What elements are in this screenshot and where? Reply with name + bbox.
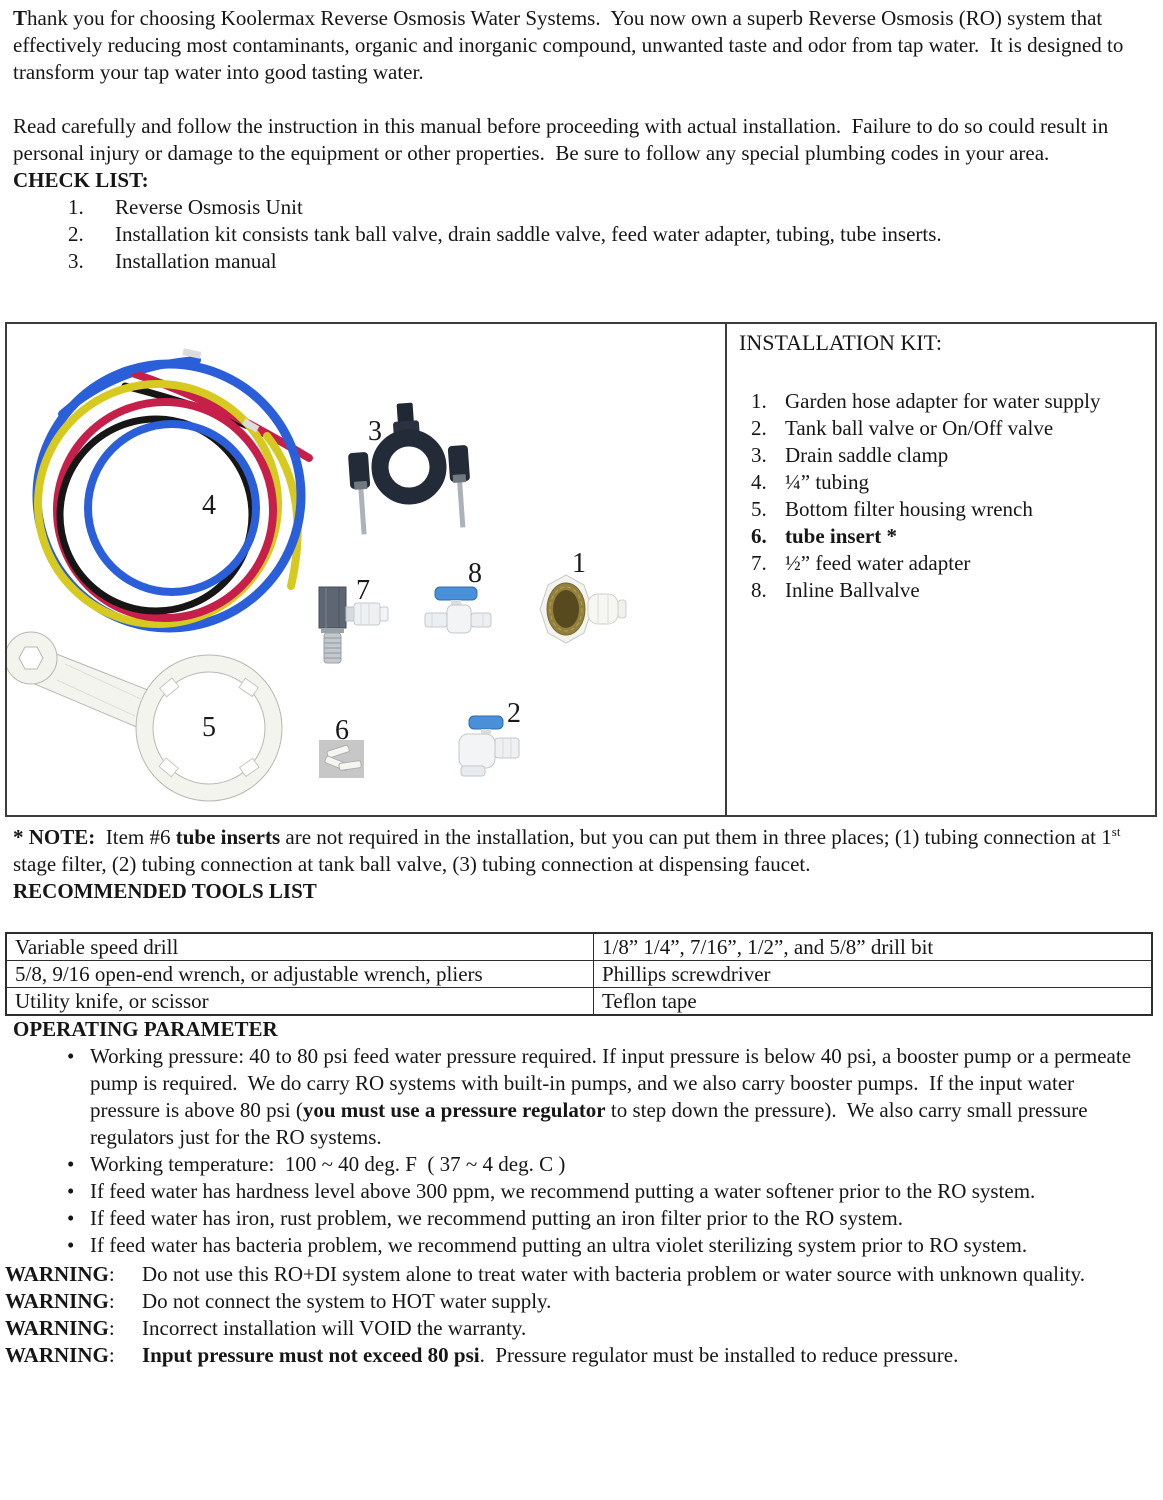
inline-ball-valve bbox=[425, 587, 491, 633]
tools-table-row bbox=[6, 933, 1152, 961]
warning-text bbox=[142, 1261, 1145, 1288]
text-segment: Working temperature: 100 ~ 40 deg. F ( 37 ~ 4 deg. C ) bbox=[90, 1152, 566, 1176]
tools-table-cell: Teflon tape bbox=[594, 988, 1153, 1016]
photo-label-7: 7 bbox=[356, 575, 370, 606]
installation-kit-box bbox=[5, 322, 1157, 817]
text-segment: . Pressure regulator must be installed to reduce pressure. bbox=[479, 1343, 959, 1367]
text-segment: st bbox=[1111, 824, 1121, 839]
check-list-item: Reverse Osmosis Unit bbox=[115, 195, 303, 219]
text-segment: : bbox=[108, 1289, 115, 1313]
installation-kit-item: Bottom filter housing wrench bbox=[785, 497, 1033, 521]
operating-heading: OPERATING PARAMETER bbox=[13, 1017, 278, 1041]
check-list bbox=[13, 194, 1145, 275]
text-segment: If feed water has bacteria problem, we recommend putting an ultra violet sterilizing system prior to RO system. bbox=[90, 1233, 1028, 1257]
warning-row bbox=[5, 1342, 1145, 1369]
text-segment: you must use a pressure regulator bbox=[302, 1098, 606, 1122]
photo-label-6: 6 bbox=[335, 715, 349, 746]
text-segment: are not required in the installation, but you can put them in three places; (1) tubing connection at 1 bbox=[280, 825, 1112, 849]
tools-heading: RECOMMENDED TOOLS LIST bbox=[13, 879, 317, 903]
photo-label-3: 3 bbox=[368, 416, 382, 447]
tools-table-cell: Phillips screwdriver bbox=[594, 961, 1153, 988]
installation-kit-item: Inline Ballvalve bbox=[785, 578, 920, 602]
tools-table bbox=[5, 932, 1153, 1016]
text-segment: tube inserts bbox=[175, 825, 281, 849]
warning-text bbox=[142, 1342, 1145, 1369]
operating-bullet bbox=[13, 1151, 1145, 1178]
installation-kit-item: ½” feed water adapter bbox=[785, 551, 971, 575]
tools-table-cell: 1/8” 1/4”, 7/16”, 1/2”, and 5/8” drill bit bbox=[594, 933, 1153, 961]
text-segment: Item #6 bbox=[95, 825, 176, 849]
check-list-item: Installation manual bbox=[115, 249, 277, 273]
text-segment: : bbox=[108, 1316, 115, 1340]
installation-kit-photo bbox=[7, 324, 727, 815]
operating-bullet-list bbox=[13, 1043, 1145, 1259]
tools-table-body bbox=[6, 933, 1152, 1015]
text-segment: Working pressure: 40 to 80 psi feed water pressure required. If input pressure is below 40 psi, a booster pump or a permeate pump is required. We do carry RO systems with built-in pumps, and we also carry booster pumps. If the input water pressure is above 80 psi ( bbox=[90, 1044, 1137, 1122]
warning-label bbox=[5, 1261, 142, 1288]
warnings-block bbox=[5, 1261, 1145, 1369]
warning-row bbox=[5, 1261, 1145, 1288]
drain-saddle-clamp bbox=[345, 399, 474, 535]
installation-kit-item: tube insert * bbox=[785, 524, 897, 548]
text-segment: : bbox=[108, 1262, 115, 1286]
warning-text bbox=[142, 1315, 1145, 1342]
intro-paragraph-2 bbox=[13, 113, 1145, 167]
text-segment: If feed water has iron, rust problem, we recommend putting an iron filter prior to the RO system. bbox=[90, 1206, 903, 1230]
photo-label-1: 1 bbox=[572, 548, 586, 579]
photo-label-4: 4 bbox=[202, 490, 216, 521]
garden-hose-adapter bbox=[540, 575, 626, 643]
warning-label bbox=[5, 1315, 142, 1342]
text-segment: T bbox=[13, 6, 28, 30]
check-list-item: Installation kit consists tank ball valve, drain saddle valve, feed water adapter, tubing, tube inserts. bbox=[115, 222, 942, 246]
warning-label bbox=[5, 1288, 142, 1315]
kit-photo-svg bbox=[7, 324, 725, 815]
text-segment: WARNING bbox=[5, 1343, 109, 1367]
text-segment: Incorrect installation will VOID the warranty. bbox=[142, 1316, 527, 1340]
tools-table-row bbox=[6, 961, 1152, 988]
tools-table-cell: 5/8, 9/16 open-end wrench, or adjustable wrench, pliers bbox=[6, 961, 594, 988]
installation-kit-item: Drain saddle clamp bbox=[785, 443, 949, 467]
text-segment: to step down the pressure). We also carry small pressure regulators just for the RO systems. bbox=[90, 1098, 1093, 1149]
warning-label bbox=[5, 1342, 142, 1369]
check-list-heading: CHECK LIST: bbox=[13, 168, 149, 192]
text-segment: stage filter, (2) tubing connection at tank ball valve, (3) tubing connection at dispensing faucet. bbox=[13, 825, 1126, 876]
text-segment: If feed water has hardness level above 300 ppm, we recommend putting a water softener prior to the RO system. bbox=[90, 1179, 1036, 1203]
photo-label-5: 5 bbox=[202, 712, 216, 743]
installation-kit-heading: INSTALLATION KIT: bbox=[739, 330, 943, 355]
operating-bullet bbox=[13, 1178, 1145, 1205]
text-segment: Read carefully and follow the instruction in this manual before proceeding with actual installation. Failure to do so could result in personal injury or damage to the equipment or other properties. Be sure to follow any special plumbing codes in your area. bbox=[13, 114, 1114, 165]
tools-table-row bbox=[6, 988, 1152, 1016]
installation-kit-item: Tank ball valve or On/Off valve bbox=[785, 416, 1054, 440]
text-segment: WARNING bbox=[5, 1262, 109, 1286]
feed-water-adapter bbox=[319, 587, 388, 663]
text-segment: WARNING bbox=[5, 1316, 109, 1340]
operating-bullet bbox=[13, 1232, 1145, 1259]
intro-paragraph-1 bbox=[13, 5, 1145, 86]
installation-kit-item: Garden hose adapter for water supply bbox=[785, 389, 1101, 413]
installation-kit-item: ¼” tubing bbox=[785, 470, 869, 494]
text-segment: Do not use this RO+DI system alone to treat water with bacteria problem or water source with unknown quality. bbox=[142, 1262, 1086, 1286]
note-paragraph bbox=[13, 824, 1145, 878]
tools-table-cell: Utility knife, or scissor bbox=[6, 988, 594, 1016]
photo-label-2: 2 bbox=[507, 698, 521, 729]
warning-row bbox=[5, 1315, 1145, 1342]
installation-kit-panel bbox=[727, 324, 1155, 815]
operating-bullet bbox=[13, 1205, 1145, 1232]
installation-kit-list bbox=[739, 388, 1149, 604]
tools-table-cell: Variable speed drill bbox=[6, 933, 594, 961]
text-segment: WARNING bbox=[5, 1289, 109, 1313]
text-segment: : bbox=[108, 1343, 115, 1367]
text-segment: Input pressure must not exceed 80 psi bbox=[142, 1343, 480, 1367]
text-segment: Do not connect the system to HOT water supply. bbox=[142, 1289, 552, 1313]
warning-row bbox=[5, 1288, 1145, 1315]
text-segment: hank you for choosing Koolermax Reverse Osmosis Water Systems. You now own a superb Reverse Osmosis (RO) system that effectively reducing most contaminants, organic and inorganic compound, unwanted taste and odor from tap water. It is designed to transform your tap water into good tasting water. bbox=[13, 6, 1129, 84]
filter-housing-wrench bbox=[7, 632, 282, 801]
photo-label-8: 8 bbox=[468, 558, 482, 589]
operating-bullet bbox=[13, 1043, 1145, 1151]
warning-text bbox=[142, 1288, 1145, 1315]
text-segment: * NOTE: bbox=[13, 825, 96, 849]
tubing-coil bbox=[37, 348, 309, 628]
